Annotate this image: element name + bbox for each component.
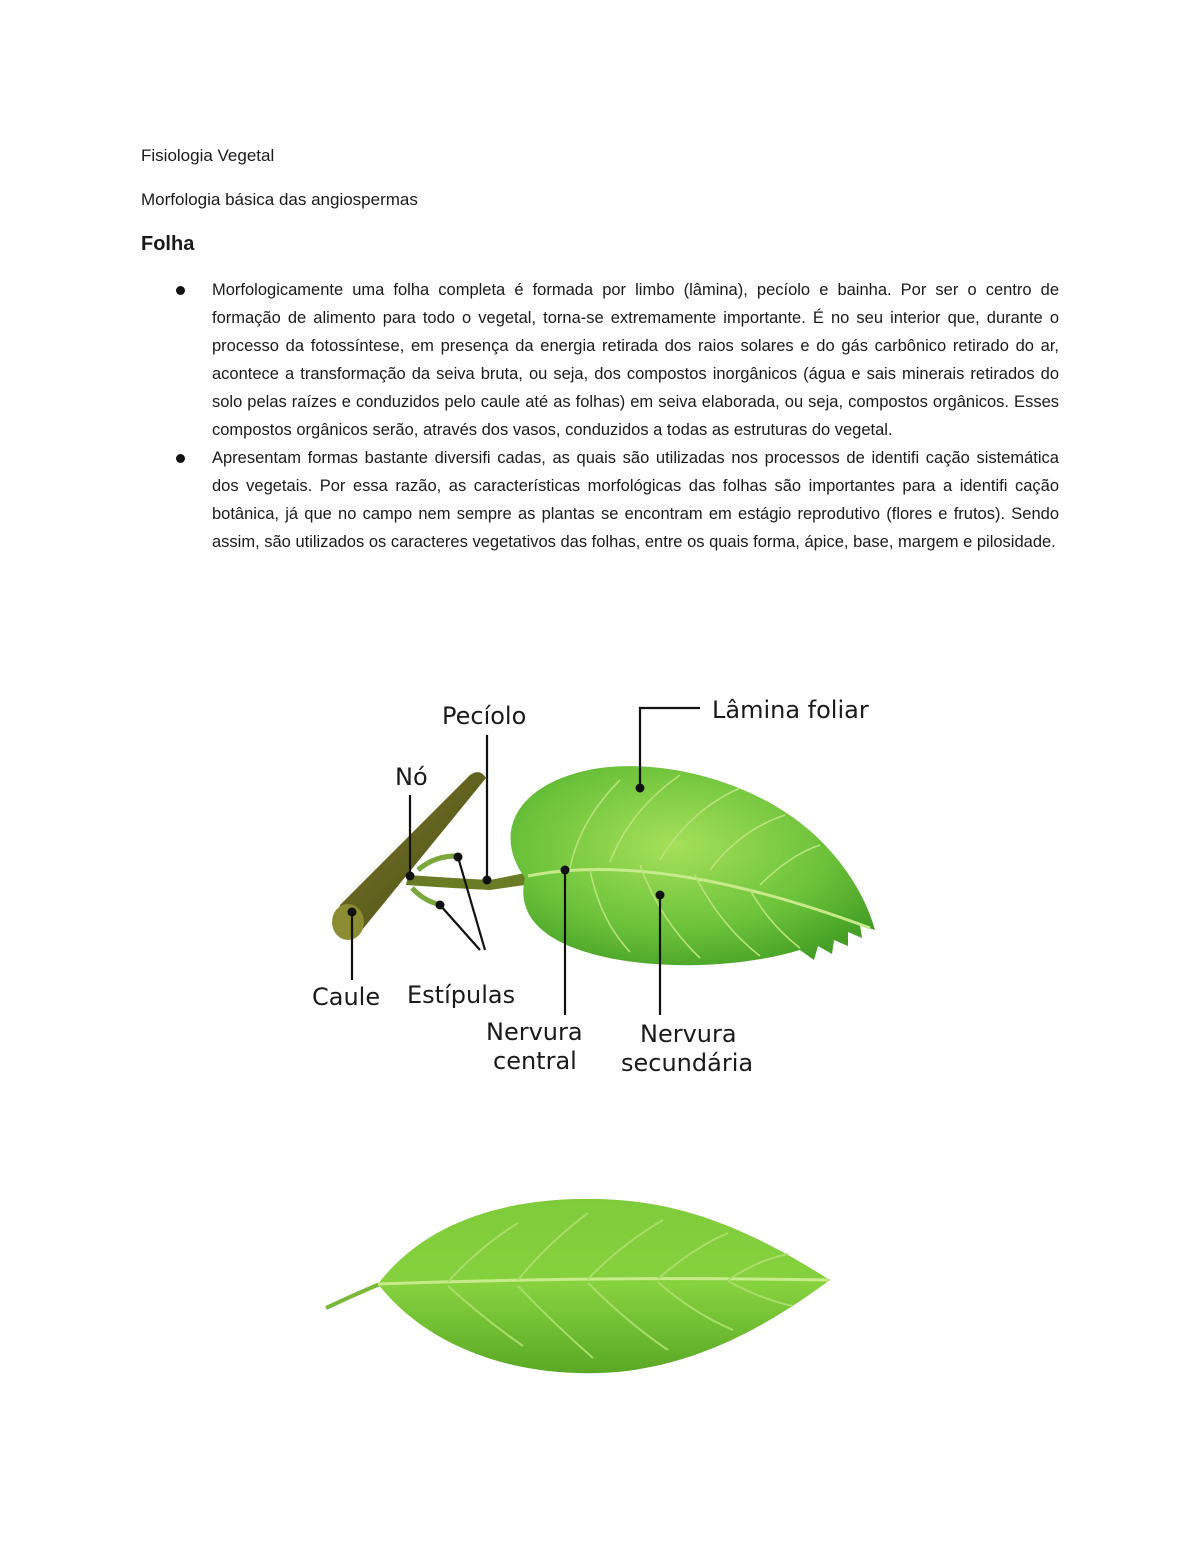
- leaf-photo-blade: [378, 1199, 830, 1373]
- document-subtitle: Morfologia básica das angiospermas: [141, 190, 418, 209]
- label-no: Nó: [395, 763, 428, 791]
- list-item: [141, 444, 1059, 556]
- leaf-photo-petiole: [326, 1284, 380, 1308]
- bullet-icon: [176, 454, 185, 463]
- leaf-anatomy-diagram: [300, 680, 900, 1090]
- label-nervura-secundaria-2: secundária: [621, 1049, 754, 1077]
- document-title: Fisiologia Vegetal: [141, 146, 275, 165]
- label-nervura-secundaria: Nervura: [640, 1020, 737, 1048]
- stem-cut-end: [332, 904, 364, 940]
- label-lamina-foliar: Lâmina foliar: [712, 696, 869, 724]
- label-nervura-central: Nervura: [486, 1018, 583, 1046]
- section-heading: Folha: [141, 233, 195, 255]
- bullet-text: Morfologicamente uma folha completa é formada por limbo (lâmina), pecíolo e bainha. Por ser o centro de formação de alimento para todo o vegetal, torna-se extremamente importante. É no seu interior que, durante o processo da fotossíntese, em presença da energia retirada dos raios solares e do gás carbônico retirado do ar, acontece a transformação da seiva bruta, ou seja, dos compostos inorgânicos (água e sais minerais retirados do solo pelas raízes e conduzidos pelo caule até as folhas) em seiva elaborada, ou seja, compostos orgânicos. Esses compostos orgânicos serão, através dos vasos, conduzidos a todas as estruturas do vegetal.: [212, 281, 1059, 439]
- bullet-text: Apresentam formas bastante diversifi cadas, as quais são utilizadas nos processos de identifi cação sistemática dos vegetais. Por essa razão, as características morfológicas das folhas são importantes para a identifi cação botânica, já que no campo nem sempre as plantas se encontram em estágio reprodutivo (flores e frutos). Sendo assim, são utilizados os caracteres vegetativos das folhas, entre os quais forma, ápice, base, margem e pilosidade.: [212, 449, 1059, 551]
- label-peciolo: Pecíolo: [442, 702, 527, 730]
- bullet-icon: [176, 286, 185, 295]
- leaf-photo: [318, 1188, 834, 1382]
- label-caule: Caule: [312, 983, 381, 1011]
- label-nervura-central-2: central: [493, 1047, 577, 1075]
- list-item: [141, 276, 1059, 444]
- label-estipulas: Estípulas: [407, 981, 516, 1009]
- petiole-shape: [406, 872, 532, 890]
- bullet-list: [141, 276, 1059, 556]
